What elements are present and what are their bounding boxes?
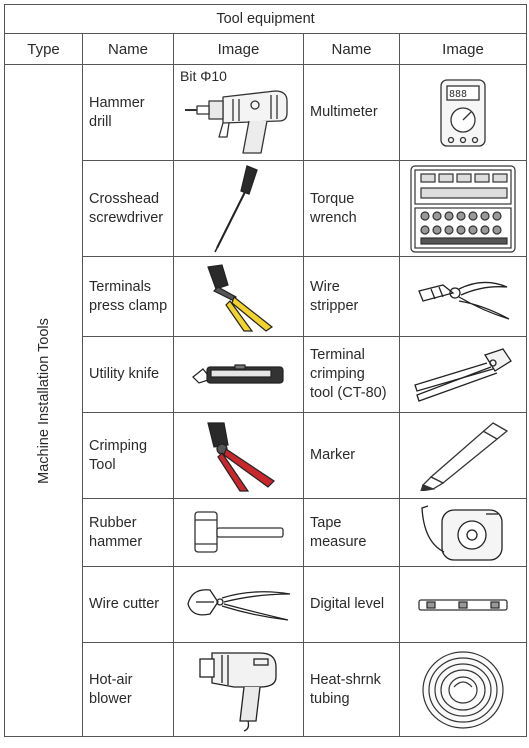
table-row xyxy=(5,643,527,737)
header-name-right: Name xyxy=(304,34,400,65)
tool-image-cell xyxy=(400,643,527,737)
multimeter-icon xyxy=(433,78,493,148)
tool-name-cell xyxy=(83,257,174,337)
tool-name-cell xyxy=(83,413,174,499)
tool-name: Multimeter xyxy=(310,104,378,120)
tool-image-cell xyxy=(174,499,304,567)
tool-image-cell xyxy=(400,337,527,413)
table-row xyxy=(5,161,527,257)
screwdriver-icon xyxy=(209,164,269,254)
tool-image-cell xyxy=(400,161,527,257)
table-row xyxy=(5,413,527,499)
tool-name-cell xyxy=(304,161,400,257)
tool-name: Marker xyxy=(310,447,356,463)
marker-icon xyxy=(413,421,513,491)
tool-name-cell xyxy=(304,337,400,413)
svg-text:888: 888 xyxy=(449,88,468,100)
header-name-left: Name xyxy=(83,34,174,65)
tool-image-cell xyxy=(174,413,304,499)
tool-image-cell xyxy=(400,499,527,567)
bit-size-note: Bit Φ10 xyxy=(180,68,227,84)
table-row xyxy=(5,499,527,567)
tool-name-cell xyxy=(83,337,174,413)
crimping-tool-ct80-icon xyxy=(411,345,515,405)
table-row xyxy=(5,257,527,337)
tool-name: Hot-air blower xyxy=(89,671,133,707)
header-type: Type xyxy=(5,34,83,65)
tool-name-cell xyxy=(304,567,400,643)
tool-name: Crimping Tool xyxy=(89,437,148,473)
heat-gun-icon xyxy=(194,647,284,733)
tool-name-cell xyxy=(304,65,400,161)
heat-shrink-tubing-icon xyxy=(420,649,506,731)
tape-measure-icon xyxy=(420,502,506,564)
tool-name: Tape measure xyxy=(310,514,367,550)
tool-name-cell xyxy=(304,643,400,737)
table-row xyxy=(5,567,527,643)
tool-name-cell xyxy=(304,257,400,337)
tool-name: Heat-shrnk tubing xyxy=(310,671,381,707)
wire-stripper-icon xyxy=(413,267,513,327)
tool-name: Crosshead screwdriver xyxy=(89,190,164,226)
tool-name: Torque wrench xyxy=(310,190,357,226)
press-clamp-icon xyxy=(194,261,284,333)
tool-image-cell xyxy=(174,567,304,643)
tool-name: Hammer drill xyxy=(89,94,145,130)
tool-image-cell xyxy=(174,337,304,413)
category-label: Machine Installation Tools xyxy=(35,317,52,484)
tool-name-cell xyxy=(83,161,174,257)
tool-name: Wire stripper xyxy=(310,278,359,314)
crimping-tool-icon xyxy=(194,419,284,493)
header-image-right: Image xyxy=(400,34,527,65)
table-title: Tool equipment xyxy=(5,5,527,34)
tool-image-cell xyxy=(400,65,527,161)
tool-name: Rubber hammer xyxy=(89,514,143,550)
tool-image-cell xyxy=(174,257,304,337)
hammer-drill-icon xyxy=(183,83,295,157)
tool-name-cell xyxy=(83,643,174,737)
tool-image-cell xyxy=(400,567,527,643)
tool-name: Wire cutter xyxy=(89,596,160,612)
wire-cutter-icon xyxy=(184,582,294,628)
tool-name: Terminal crimping tool (CT-80) xyxy=(310,347,387,401)
tool-name-cell xyxy=(83,499,174,567)
tool-image-cell xyxy=(400,413,527,499)
tool-name: Digital level xyxy=(310,596,385,612)
tool-image-cell xyxy=(400,257,527,337)
tool-image-cell xyxy=(174,643,304,737)
category-cell xyxy=(5,65,83,737)
table-row xyxy=(5,337,527,413)
tool-name-cell xyxy=(304,499,400,567)
header-image-left: Image xyxy=(174,34,304,65)
torque-wrench-case-icon xyxy=(407,164,519,254)
utility-knife-icon xyxy=(189,355,289,395)
tool-name-cell xyxy=(83,567,174,643)
tool-name: Utility knife xyxy=(89,366,160,382)
tool-name-cell xyxy=(304,413,400,499)
tool-image-cell xyxy=(174,161,304,257)
tool-name: Terminals press clamp xyxy=(89,278,168,314)
tool-image-cell xyxy=(174,65,304,161)
digital-level-icon xyxy=(417,595,509,615)
tool-name-cell xyxy=(83,65,174,161)
rubber-hammer-icon xyxy=(189,508,289,558)
table-row xyxy=(5,65,527,161)
tool-equipment-table xyxy=(4,4,527,737)
